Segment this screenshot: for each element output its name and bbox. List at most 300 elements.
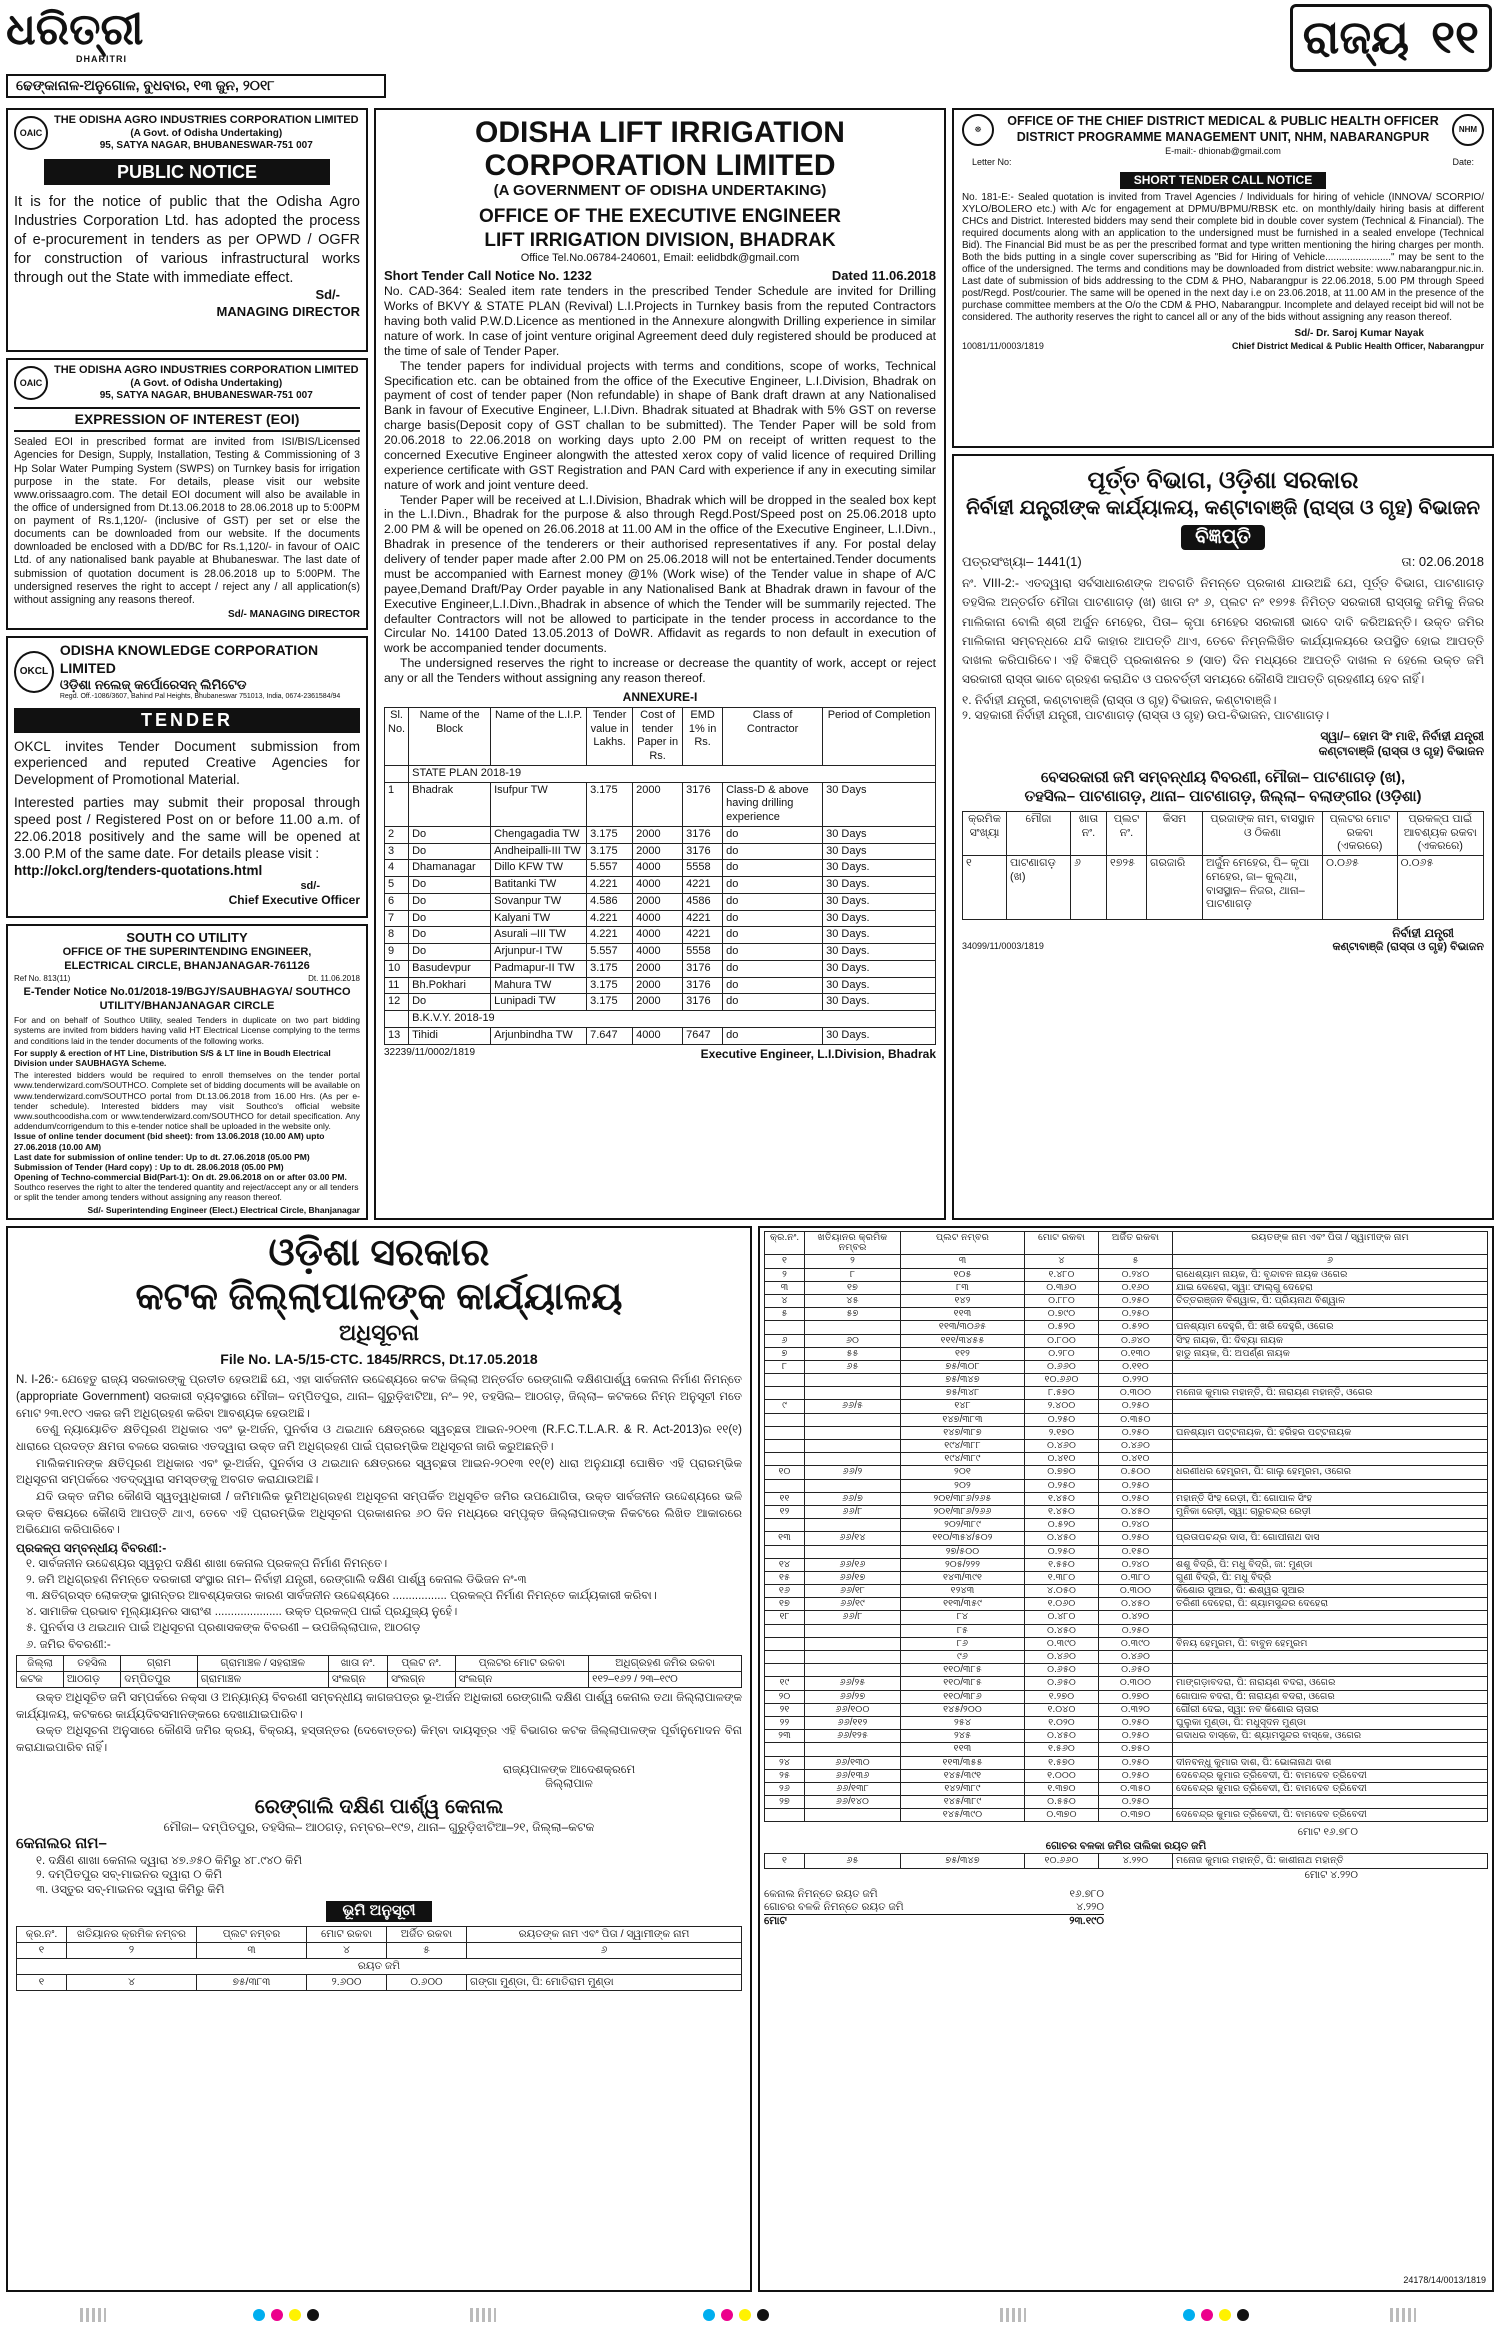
- cell: ୧୧୦/୩୮୫: [901, 1664, 1025, 1677]
- cell: ୨: [765, 1268, 805, 1281]
- table-row: [765, 1571, 1488, 1584]
- cell: ୦.୨୫୦: [1099, 1730, 1173, 1743]
- cell: ମନୋଜ କୁମାର ମହାନ୍ତି, ପି: ନାରାୟଣ ମହାନ୍ତି, ଓଗେର: [1173, 1387, 1488, 1400]
- cell: [805, 1413, 901, 1426]
- cell: ୦.୨୫୦: [1099, 1716, 1173, 1729]
- southco-office: OFFICE OF THE SUPERINTENDING ENGINEER,: [62, 946, 312, 959]
- cell: Bh.Pokhari: [409, 977, 491, 994]
- col-sl: Sl. No.: [385, 707, 409, 765]
- cell: Arjunpur-I TW: [491, 944, 587, 961]
- table-row: [765, 1796, 1488, 1809]
- sum2-value: ୪.୨୨୦: [1076, 1901, 1104, 1914]
- table-section-row: [17, 1959, 742, 1975]
- cell: ୬୦: [805, 1334, 901, 1347]
- cuttack-land-table: [16, 1655, 742, 1688]
- cell: Asurali –III TW: [491, 927, 587, 944]
- cell: ୦.୭୫୦: [1099, 1743, 1173, 1756]
- cell: Batitanki TW: [491, 877, 587, 894]
- cell: 8: [385, 927, 409, 944]
- okcl-url[interactable]: http://okcl.org/tenders-quotations.html: [14, 862, 263, 878]
- cell: ଦମ୍ପିତପୁର: [121, 1671, 197, 1687]
- color-dots-2: [700, 2309, 772, 2325]
- cell: [765, 1545, 805, 1558]
- cell: 3: [385, 843, 409, 860]
- cell: [765, 1453, 805, 1466]
- cell: ୧: [765, 1255, 805, 1268]
- cell: ସଂଲଗ୍ନ: [388, 1671, 455, 1687]
- table-row: [765, 1624, 1488, 1637]
- cell: [765, 1651, 805, 1664]
- table-row: [385, 860, 936, 877]
- eoi-sub: (A Govt. of Odisha Undertaking): [130, 377, 283, 389]
- cell: [765, 1413, 805, 1426]
- cell: ଦେବେନ୍ଦ୍ର କୁମାର ତ୍ରିବେଦୀ, ପି: ବାମଦେବ ତ୍ରିବେଦୀ: [1173, 1809, 1488, 1822]
- cell: ୧.୪୫୦: [1025, 1505, 1099, 1518]
- olic-para2: The tender papers for individual projects with terms and conditions, scope of works, Technical Specification etc. can be obtained from the office of the Executive Engineer, L.I.Division, Bhadrak on payment of cost of tender paper (Non refundable) in shape of Bank draft drawn at any Nationalised Bank in favour of Executive Engineer, L.I.Divn. Bhadrak situated at Bhadrak with 5% GST on reverse charge basis(Deposit copy of GST challan to be submitted). The Tender Paper will be sold from 20.06.2018 to 22.06.2018 on working days upto 2.00 PM on receipt of written request to the concerned Executive Engineer alongwith the attested xerox copy of valid licence of required Drilling experience certificate with GST Registration and PAN Card with experience if any in executing similar nature of work and joint venture deed.: [384, 358, 936, 492]
- cell: do: [723, 1027, 823, 1044]
- cell: [765, 1743, 805, 1756]
- cdmo-email: E-mail:- dhionab@gmail.com: [1165, 146, 1281, 156]
- cell: [805, 1743, 901, 1756]
- cell: [805, 1545, 901, 1558]
- cell: Mahura TW: [491, 977, 587, 994]
- cell: 4221: [683, 910, 723, 927]
- cell: 30 Days.: [823, 860, 936, 877]
- cell: ସିଂହ ନାୟକ, ପି: ଦିବ୍ୟା ନାୟକ: [1173, 1334, 1488, 1347]
- cell: ୦.୩୯୦: [1099, 1637, 1173, 1650]
- cuttack-canal-3: ୩. ଓସ୍ତୁର ସବ୍-ମାଇନର ଦ୍ୱାରା କିମିରୁ କିମି: [36, 1883, 225, 1896]
- cell: ୩: [197, 1943, 307, 1959]
- cuttack-body4: ଯଦି ଉକ୍ତ ଜମିର କୌଣସି ସ୍ୱତ୍ୱାଧିକାରୀ / ଜମିମାଲିକ ଭୂମିଅଧିଗ୍ରହଣ ଅଧିସୂଚନା ସମ୍ପର୍କିତ ଅଧିସୂଚିତ ଜମିର ଉପଯୋଗିତା, ଉକ୍ତ ସାର୍ବଜନୀନ ଉଦ୍ଦେଶ୍ୟରେ ଭଳି ଉକ୍ତ ବିଷୟରେ କୌଣସି ଆପତ୍ତି ଥାଏ, ତେବେ ଏହି ପ୍ରାରମ୍ଭିକ ଅଧିସୂଚନା ପ୍ରକାଶନର ୬୦ ଦିନ ମଧ୍ୟରେ ସମ୍ପୃକ୍ତ ଜିଲ୍ଲାପାଳଙ୍କ ନିକଟରେ ଲିଖିତ ଆକାରରେ ଅଭିଯୋଗ କରିପାରିବେ।: [16, 1491, 742, 1537]
- cell: ୨୧: [765, 1703, 805, 1716]
- cell: ୧୧୦/୩୮୬: [901, 1690, 1025, 1703]
- cdmo-tender: [952, 108, 1494, 448]
- olic-title2: CORPORATION LIMITED: [484, 149, 836, 182]
- cell: ସଂଲଗ୍ନ: [455, 1671, 589, 1687]
- table-row: [765, 1532, 1488, 1545]
- works-title1: ପୂର୍ତ୍ତ ବିଭାଗ, ଓଡ଼ିଶା ସରକାର: [1087, 467, 1359, 494]
- cell: ୧୧୧/୩୪୫୫: [901, 1334, 1025, 1347]
- cell: ୦.୪୫୦: [1025, 1730, 1099, 1743]
- cell: ଘୁଲୁକା ମୁଣ୍ଡା, ପି: ମଧୁସୂଦନ ମୁଣ୍ଡା: [1173, 1716, 1488, 1729]
- works-sign3: ନିର୍ବାହୀ ଯନ୍ତ୍ରୀ: [1392, 926, 1454, 941]
- cell: ୧୬: [765, 1585, 805, 1598]
- table-section-row: [385, 765, 936, 782]
- cell: ୪.୦୫୦: [1025, 1585, 1099, 1598]
- olic-notice-no: Short Tender Call Notice No. 1232: [384, 268, 592, 283]
- cell: ୧୧୩/୩୫୫: [901, 1756, 1025, 1769]
- cell: [805, 1453, 901, 1466]
- cell: ୬୬/୨୭: [805, 1690, 901, 1703]
- cell: ଘନଶ୍ୟାମ ଦେହୁରି, ପି: ଖରି ଦେହୁରି, ଓଗେର: [1173, 1321, 1488, 1334]
- cell: [765, 1664, 805, 1677]
- cell: 3176: [683, 977, 723, 994]
- cell: ୦.୪୫୦: [1099, 1598, 1173, 1611]
- table-row: [17, 1975, 742, 1991]
- cell: ୬୬/୧୩୮: [805, 1782, 901, 1795]
- cell: 12: [385, 994, 409, 1011]
- southco-tender: [6, 924, 368, 1220]
- cell: ୦.୨୫୦: [1099, 1294, 1173, 1307]
- cuttack-body5: ଉକ୍ତ ଅଧିସୂଚିତ ଜମି ସମ୍ପର୍କରେ ନକ୍ସା ଓ ଅନ୍ୟାନ୍ୟ ବିବରଣୀ ସମ୍ବନ୍ଧୀୟ କାଗଜପତ୍ର ଭୂ-ଅର୍ଜନ ଅଧିକାରୀ ରେଙ୍ଗାଲି ଦକ୍ଷିଣ ପାର୍ଶ୍ୱ କେନାଲ ତଥା ଜିଲ୍ଲାପାଳଙ୍କ କାର୍ଯ୍ୟାଳୟ, କଟକରେ କାର୍ଯ୍ୟଦିବସମାନଙ୍କରେ ଦେଖାଯାଇପାରିବ।: [16, 1691, 742, 1721]
- cell: ୧୧୦/୩୫୪/୫୦୨: [901, 1532, 1025, 1545]
- cell: ୫: [1099, 1255, 1173, 1268]
- public-notice-signer: MANAGING DIRECTOR: [216, 303, 360, 319]
- cell: 4000: [633, 1027, 683, 1044]
- cell: 4000: [633, 927, 683, 944]
- col-owner: ପ୍ରଜାଙ୍କ ନାମ, ବାସସ୍ଥାନ ଓ ଠିକଣା: [1203, 811, 1323, 855]
- cell: ୧: [765, 1853, 805, 1868]
- eoi-addr: 95, SATYA NAGAR, BHUBANESWAR-751 007: [99, 390, 313, 402]
- col-plot-area: ପ୍ଲଟର ମୋଟ ରକବା: [455, 1655, 589, 1671]
- cell: ୦.୬୪୦: [1099, 1334, 1173, 1347]
- cell: ୦.୩୦୦: [1099, 1677, 1173, 1690]
- cell: 5.557: [587, 944, 633, 961]
- olic-title1: ODISHA LIFT IRRIGATION: [475, 116, 845, 149]
- cell: Do: [409, 893, 491, 910]
- col-area-type: ଗ୍ରାମାଞ୍ଚଳ / ସହରାଞ୍ଚଳ: [197, 1655, 328, 1671]
- okcl-org: ODISHA KNOWLEDGE CORPORATION LIMITED: [59, 642, 319, 676]
- cell: ୮୫: [901, 1624, 1025, 1637]
- table-row: [765, 1281, 1488, 1294]
- cell: 4.221: [587, 927, 633, 944]
- cell: do: [723, 893, 823, 910]
- cell: Class-D & above having drilling experience: [723, 782, 823, 826]
- cell: ୬୬/୭: [805, 1492, 901, 1505]
- table-row: [765, 1360, 1488, 1373]
- table-row: [765, 1809, 1488, 1822]
- cell: ୦.୦୬୫: [1397, 856, 1483, 920]
- table-row: [765, 1347, 1488, 1360]
- cell: ୫: [765, 1308, 805, 1321]
- cell: 4586: [683, 893, 723, 910]
- table-row: [765, 1585, 1488, 1598]
- col-owner: ରୟତଙ୍କ ନାମ ଏବଂ ପିତା / ସ୍ୱାମୀଙ୍କ ନାମ: [1173, 1232, 1488, 1255]
- color-dots-3: [1180, 2309, 1252, 2325]
- cell: 30 Days.: [823, 893, 936, 910]
- cell: Chengagadia TW: [491, 826, 587, 843]
- cell: ୭୫/୩୪୭: [901, 1374, 1025, 1387]
- cell: Do: [409, 944, 491, 961]
- cell: Arjunbindha TW: [491, 1027, 587, 1044]
- cell: ୪: [67, 1975, 197, 1991]
- table-header-row: [17, 1655, 742, 1671]
- cell: 30 Days.: [823, 994, 936, 1011]
- cell: [805, 1387, 901, 1400]
- cuttack-body6: ଉକ୍ତ ଅଧିସୂଚନା ଅନୁସାରେ କୌଣସି ଜମିର କ୍ରୟ, ବିକ୍ରୟ, ହସ୍ତାନ୍ତର (ଦେବୋତ୍ତର) କିମ୍ବା ଦାୟସୂତ୍ର ଏହି ବିଭାଗର କଟକ ଜିଲ୍ଲାପାଳଙ୍କ ପୂର୍ବାନୁମୋଦନ ବିନା କରାଯାଇପାରିବ ନାହିଁ।: [16, 1725, 742, 1754]
- cell: ୧.୨୭୦: [1025, 1690, 1099, 1703]
- cell: ୧୧୩/୩୦୬୫: [901, 1321, 1025, 1334]
- cell: ୨.୬୦୦: [307, 1975, 387, 1991]
- cell: ୦.୫୦୦: [1099, 1466, 1173, 1479]
- cell: ୨୫: [765, 1769, 805, 1782]
- public-notice-body: It is for the notice of public that the Odisha Agro Industries Corporation Ltd. has adopted the process of e-procurement in tenders as per OPWD / OGFR for construction of various infrastructural works through out the State with immediate effect.: [14, 194, 360, 286]
- cell: ହାଡୁ ନାୟକ, ପି: ଅପର୍ଣ୍ଣ ନାୟକ: [1173, 1347, 1488, 1360]
- cdmo-signer2: Chief District Medical & Public Health Officer, Nabarangpur: [1231, 340, 1484, 351]
- schedule-code: 24178/14/0013/1819: [1403, 2274, 1486, 2285]
- cell: ୧୧୦/୩୮୫: [901, 1677, 1025, 1690]
- cell: do: [723, 877, 823, 894]
- cell: 2000: [633, 994, 683, 1011]
- cuttack-item-6: ୬. ଜମିର ବିବରଣୀ:-: [26, 1638, 111, 1651]
- cell: do: [723, 960, 823, 977]
- col-req-area: ପ୍ରକଳ୍ପ ପାଇଁ ଆବଶ୍ୟକ ରକବା (ଏକରରେ): [1397, 811, 1483, 855]
- cell: ୭୫/୩୮୩: [197, 1975, 307, 1991]
- cell: 7.647: [587, 1027, 633, 1044]
- col-khata: ଖାତା ନଂ.: [1071, 811, 1107, 855]
- cell: ମନୋଜ କୁମାର ମହାନ୍ତି, ପି: କାଶୀନାଥ ମହାନ୍ତି: [1173, 1853, 1488, 1868]
- cell: ୨: [67, 1943, 197, 1959]
- cell: ଦେବେନ୍ଦ୍ର କୁମାର ତ୍ରିବେଦୀ, ପି: ବାମଦେବ ତ୍ରିବେଦୀ: [1173, 1769, 1488, 1782]
- olic-para1: No. CAD-364: Sealed item rate tenders in the prescribed Tender Schedule are invited for Drilling Works of BKVY & STATE PLAN (Revival) L.I.Projects in Turnkey basis from the reputed Contractors having both valid P.W.D.Licence as mentioned in the Annexure alongwith Drilling experience in similar nature of work. In case of joint venture original Agreement deed duly registered should be produced at the time of sale of Tender Paper.: [384, 284, 936, 358]
- gochar-label: ଗୋଚର ବଳକା ଜମିର ତାଲିକା ରୟତ ଜମି: [1045, 1839, 1207, 1852]
- table-row: [765, 1505, 1488, 1518]
- cell: [765, 1637, 805, 1650]
- col-class: Class of Contractor: [723, 707, 823, 765]
- cell: ୬: [1071, 856, 1107, 920]
- cell: ୧.୫୭୦: [1025, 1756, 1099, 1769]
- public-notice-sign: Sd/-: [315, 287, 340, 303]
- cdmo-code: 10081/11/0003/1819: [962, 340, 1044, 351]
- cell: ୦.୨୫୦: [1099, 1624, 1173, 1637]
- cell: ୫୫: [805, 1347, 901, 1360]
- works-title2: ନିର୍ବାହୀ ଯନ୍ତ୍ରୀଙ୍କ କାର୍ଯ୍ୟାଳୟ, କଣ୍ଟାବାଞ୍ଜି (ରାସ୍ତା ଓ ଗୃହ) ବିଭାଜନ: [965, 497, 1481, 519]
- cell: ୬: [765, 1334, 805, 1347]
- schedule-continuation: [758, 1226, 1494, 2292]
- table-row: [765, 1294, 1488, 1307]
- cell: ୬୫: [805, 1360, 901, 1373]
- cell: do: [723, 944, 823, 961]
- cell: ଯାଇ ଦେହେରା, ସ୍ୱା: ଫାଲ୍ଗୁ ଦେହେରା: [1173, 1281, 1488, 1294]
- logo-odia: ଧରିତ୍ରୀ: [6, 4, 144, 55]
- cell: 7647: [683, 1027, 723, 1044]
- cell: 9: [385, 944, 409, 961]
- works-list1: ୧. ନିର୍ବାହୀ ଯନ୍ତ୍ରୀ, କଣ୍ଟାବାଞ୍ଜି (ରାସ୍ତା ଓ ଗୃହ) ବିଭାଜନ, କଣ୍ଟାବାଞ୍ଜି।: [962, 693, 1277, 708]
- cell: ୭୫/୩୪୭: [901, 1853, 1025, 1868]
- cell: ୨୦୫/୨୨୨: [901, 1558, 1025, 1571]
- table-row: [765, 1664, 1488, 1677]
- cell: [805, 1374, 901, 1387]
- table-row: [765, 1374, 1488, 1387]
- southco-date: Dt. 11.06.2018: [308, 973, 360, 983]
- table-row: [963, 856, 1484, 920]
- cell: do: [723, 860, 823, 877]
- southco-issue: Issue of online tender document (bid sheet): from 13.06.2018 (10.00 AM) upto 27.06.2018 (10.00 AM): [14, 1131, 325, 1152]
- cell: [1173, 1624, 1488, 1637]
- sum2-label: ଗୋଚର ବଳକି ନିମନ୍ତେ ରୟତ ଜମି: [764, 1901, 904, 1914]
- sum1-label: କେନାଲ ନିମନ୍ତେ ରୟତ ଜମି: [764, 1887, 878, 1900]
- col-sl: କ୍ର.ନଂ.: [17, 1926, 67, 1942]
- col-value: Tender value in Lakhs.: [587, 707, 633, 765]
- cell: 2: [385, 826, 409, 843]
- cell: [1173, 1413, 1488, 1426]
- cell: [805, 1519, 901, 1532]
- cell: [805, 1637, 901, 1650]
- works-date: ତା: 02.06.2018: [1401, 554, 1484, 569]
- cell: ୦.୨୪୦: [1099, 1268, 1173, 1281]
- cell: ୦.୨୫୦: [1099, 1769, 1173, 1782]
- cell: Do: [409, 910, 491, 927]
- cell: ୨୭: [765, 1796, 805, 1809]
- cell: ମାଙ୍ଗଡ଼ାବଦରା, ପି: ନାରାୟଣ ବଦରା, ଓଗେର: [1173, 1677, 1488, 1690]
- cell: ୬: [1173, 1255, 1488, 1268]
- cell: [1173, 1440, 1488, 1453]
- cell: ୦.୩୦୦: [1099, 1387, 1173, 1400]
- cell: ଦେବେନ୍ଦ୍ର କୁମାର ତ୍ରିବେଦୀ, ପି: ବାମଦେବ ତ୍ରିବେଦୀ: [1173, 1782, 1488, 1795]
- cuttack-title1: ଓଡ଼ିଶା ସରକାର: [268, 1232, 490, 1274]
- cell: Do: [409, 826, 491, 843]
- col-cost: Cost of tender Paper in Rs.: [633, 707, 683, 765]
- cell: ୧୧୩: [901, 1743, 1025, 1756]
- cell: ୦.୭୭୦: [1025, 1466, 1099, 1479]
- table-row: [765, 1400, 1488, 1413]
- cell: ୬୬/୧୩୦: [805, 1756, 901, 1769]
- cell: ଗରଜାରି: [1147, 856, 1203, 920]
- okcl-org-odia: ଓଡ଼ିଶା ନଲେଜ୍ କର୍ପୋରେସନ୍ ଲିମିଟେଡ: [59, 677, 247, 692]
- cell: ଗ୍ରାମାଞ୍ଚଳ: [197, 1671, 328, 1687]
- cell: [805, 1809, 901, 1822]
- col-block: Name of the Block: [409, 707, 491, 765]
- cell: ୦.୨୫୦: [1025, 1413, 1099, 1426]
- cuttack-proj-head: ପ୍ରକଳ୍ପ ସମ୍ବନ୍ଧୀୟ ବିବରଣୀ:-: [16, 1541, 167, 1556]
- cell: ୦.୨୫୦: [1099, 1308, 1173, 1321]
- eoi-body: Sealed EOI in prescribed format are invited from ISI/BIS/Licensed Agencies for Design, Supply, Installation, Testing & Commissioning of 3 Hp Solar Water Pumping System (SWPS) on Turnkey basis for irrigation purpose in the state. For details, please visit our website www.orissaagro.com. The detail EOI document will also be available in the office of undersigned from Dt.13.06.2018 to 28.06.2018 up to 5:00PM on payment of Rs.1,120/- (inclusive of GST) per set or else the documents can be downloaded from our website. If the documents downloaded be enclosed with a DD/BC for Rs.1,120/- in favour of OAIC Ltd. of any nationalised bank payable at Bhubaneswar. The last date of submission of quotation document is 28.06.2018 up to 5:00PM. The undersigned reserves the right to accept / reject any / all application(s) without assigning any reasons thereof.: [14, 436, 360, 606]
- cell: ୧୪୨: [901, 1294, 1025, 1307]
- cell: ୬୬/୨: [805, 1466, 901, 1479]
- cdmo-date: Date:: [1452, 157, 1474, 168]
- cell: Tihidi: [409, 1027, 491, 1044]
- cell: [765, 1440, 805, 1453]
- cell: 2000: [633, 826, 683, 843]
- grey-bar-3: [1000, 2308, 1026, 2322]
- table-row: [765, 1321, 1488, 1334]
- eoi-signer: Sd/- MANAGING DIRECTOR: [227, 608, 360, 620]
- cell: ୪: [1025, 1255, 1099, 1268]
- table-row: [385, 927, 936, 944]
- cell: 3.175: [587, 826, 633, 843]
- cell: ୦.୬୫୦: [1025, 1677, 1099, 1690]
- olic-govt: (A GOVERNMENT OF ODISHA UNDERTAKING): [493, 182, 827, 199]
- cell: Do: [409, 927, 491, 944]
- cuttack-item-5: ୫. ପୁନର୍ବାସ ଓ ଥଇଥାନ ପାଇଁ ଅଧିସୂଚନା ପ୍ରଶାସକଙ୍କ ବିବରଣୀ – ଉପଜିଲ୍ଲାପାଳ, ଆଠଗଡ଼: [26, 1622, 421, 1635]
- cell: 4.221: [587, 877, 633, 894]
- cell: ୯୬: [901, 1651, 1025, 1664]
- oaic-logo: OAIC: [14, 116, 48, 150]
- cell: 2000: [633, 843, 683, 860]
- olic-signer: Executive Engineer, L.I.Division, Bhadrak: [700, 1046, 936, 1061]
- table-row: [765, 1466, 1488, 1479]
- col-total: ମୋଟ ରକବା: [307, 1926, 387, 1942]
- cell: 30 Days: [823, 843, 936, 860]
- cell: 4.221: [587, 910, 633, 927]
- cell: ୬୬/୧୮: [805, 1585, 901, 1598]
- cell: ୬୬/୧୪୦: [805, 1796, 901, 1809]
- table-row: [385, 782, 936, 826]
- cell: ୮୩: [901, 1281, 1025, 1294]
- cell: ୦.୩୨୦: [1099, 1703, 1173, 1716]
- cell: 30 Days.: [823, 877, 936, 894]
- cuttack-notification: [6, 1226, 752, 2292]
- cell: 7: [385, 910, 409, 927]
- cell: ୦.୪୮୦: [1025, 1611, 1099, 1624]
- southco-signer: Sd/- Superintending Engineer (Elect.) Electrical Circle, Bhanjanagar: [87, 1204, 360, 1215]
- agro-eoi: [6, 358, 368, 630]
- cell: ୦.୬୫୦: [1099, 1664, 1173, 1677]
- col-total-area: ପ୍ଲଟର ମୋଟ ରକବା (ଏକରରେ): [1323, 811, 1398, 855]
- cell: ୬୬/୫: [805, 1400, 901, 1413]
- cdmo-body: No. 181-E:- Sealed quotation is invited from Travel Agencies / Individuals for hiring of vehicle (INNOVA/ SCORPIO/ XYLO/BOLERO etc.) with A/c for engagement at DPMU/BPMU/RBSK etc. on monthly/daily hiring basis at different CHCs and District. Interested bidders may send their complete bid in double cover system (Technical & Financial). The required documents along with an application to the undersigned must be furnished in a sealed envelope (Technical Bid). The Financial Bid must be as per the prescribed format and type written mentioning the hiring charges per month. Both the bids putting in a single cover superscribing as "Bid for Hiring of Vehicle........................" may be sent to the office of the undersigned. The terms and conditions may be downloaded from district website: www.nabarangpur.nic.in. Last date of submission of bids addressing to the CDM & PHO, Nabarangpur is 22.06.2018, 5.00 PM through Speed post/Regd. Post/courier. The same will be opened in the next day i.e on 23.06.2018, at 11.00 AM in the presence of the purchase committee members at the O/o the CDM & PHO, Nabarangpur. Incomplete and delayed receipt bid will not be considered. The authority reserves the right to cancel all or any of the bids without assigning any reason thereof.: [962, 191, 1484, 324]
- cell: ଗୌରୀ ଦେଇ, ସ୍ୱା: ନବ କିଶୋର ଚାତାର: [1173, 1703, 1488, 1716]
- cell: ୨୫୪: [901, 1716, 1025, 1729]
- cuttack-file: File No. LA-5/15-CTC. 1845/RRCS, Dt.17.05.2018: [220, 1350, 538, 1367]
- cell: ୧୯୪/୩୮୮: [901, 1440, 1025, 1453]
- cell: ୧୭: [765, 1598, 805, 1611]
- olic-para3: Tender Paper will be received at L.I.Division, Bhadrak which will be dropped in the sealed box kept in the L.I.Divn., Bhadrak for the purpose & also through Regd.Post/Speed post on 25.06.2018 upto 2.00 PM & will be opened on 26.06.2018 at 11.00 AM in the office of the Executive Engineer, L.I.Divn., Bhadrak in presence of the tenderers or their authorised representatives if any. For postal delay delivery of tender paper made after 2.00 PM on 25.06.2018 will not be entertained.Tender documents must be accompanied with Earnest money @1% (Work wise) of the Tender value in shape of A/C payee,Demand Draft/Pay Order payable in any Nationalised Bank at Bhadrak drawn in favour of the Executive Engineer,L.I.Divn.,Bhadrak in absence of which the Tender will be summarily rejected. The defaulter Contractors will not be allowed to participate in the tender process in accordance to the Circular No. 14100 Dated 13.05.2013 of DoWR. Affidavit as regards to non default in execution of work be accompanied tender documents.: [384, 492, 936, 656]
- olic-para4: The undersigned reserves the right to increase or decrease the quantity of work, accept or reject any or all the Tenders without assigning any reason thereof.: [384, 656, 936, 685]
- plan-label: STATE PLAN 2018-19: [409, 765, 936, 782]
- col-sl: କ୍ର.ନଂ.: [765, 1232, 805, 1255]
- cell: Lunipadi TW: [491, 994, 587, 1011]
- cuttack-title2: କଟକ ଜିଲ୍ଲାପାଳଙ୍କ କାର୍ଯ୍ୟାଳୟ: [135, 1275, 623, 1318]
- works-sub1: ବେସରକାରୀ ଜମି ସମ୍ବନ୍ଧୀୟ ବିବରଣୀ, ମୌଜା– ପାଟଣାଗଡ଼ (ଖ),: [1040, 769, 1406, 787]
- okcl-signer: Chief Executive Officer: [228, 893, 360, 908]
- cell: ୮.୫୭୦: [1025, 1387, 1099, 1400]
- cell: 30 Days: [823, 782, 936, 826]
- cell: 4000: [633, 860, 683, 877]
- cdmo-signer1: Sd/- Dr. Saroj Kumar Nayak: [1294, 328, 1424, 340]
- cell: ୬୬/୧୦୦: [805, 1703, 901, 1716]
- cell: ୬୬/୧୧୨: [805, 1716, 901, 1729]
- gochar-total: ମୋଟ ୪.୨୨୦: [1304, 1868, 1358, 1881]
- cell: ମୁନିକା ରେଡ଼ୀ, ସ୍ୱା: ଚାରୁଚନ୍ଦ୍ର ରେଡ଼ୀ: [1173, 1505, 1488, 1518]
- cell: ୨୭/୫୦୦: [901, 1545, 1025, 1558]
- table-row: [385, 893, 936, 910]
- cell: [765, 1374, 805, 1387]
- cell: Do: [409, 994, 491, 1011]
- cell: ୨୦୧/୩୮୬/୨୬୬: [901, 1505, 1025, 1518]
- col-mouza: ମୌଜା: [1007, 811, 1071, 855]
- cell: 4000: [633, 910, 683, 927]
- cuttack-order2: ଜିଲ୍ଲାପାଳ: [545, 1777, 593, 1790]
- col-emd: EMD 1% in Rs.: [683, 707, 723, 765]
- cell: ୧.୦୬୦: [1025, 1598, 1099, 1611]
- okcl-tender: [6, 636, 368, 918]
- cell: [1173, 1519, 1488, 1532]
- cell: ୨୦୨/୩୮୯: [901, 1519, 1025, 1532]
- cell: 3.175: [587, 782, 633, 826]
- table-row: [385, 843, 936, 860]
- cell: ୧୭: [805, 1281, 901, 1294]
- cell: ୨୩: [765, 1730, 805, 1743]
- cell: 30 Days.: [823, 927, 936, 944]
- cell: ୦.୨୫୦: [1099, 1479, 1173, 1492]
- cell: [1173, 1453, 1488, 1466]
- table-row: [385, 1027, 936, 1044]
- olic-contact: Office Tel.No.06784-240601, Email: eelidbdk@gmail.com: [520, 252, 800, 265]
- table-header-row: [17, 1926, 742, 1942]
- cell: ୨୦୧: [901, 1466, 1025, 1479]
- cell: ୬୬/୮: [805, 1505, 901, 1518]
- table-row: [765, 1308, 1488, 1321]
- cell: 4221: [683, 877, 723, 894]
- cdmo-letter: Letter No:: [972, 157, 1012, 168]
- page-label: [1290, 4, 1492, 72]
- cell: ୦.୫୨୦: [1025, 1519, 1099, 1532]
- olic-office1: OFFICE OF THE EXECUTIVE ENGINEER: [478, 205, 842, 227]
- cell: 4000: [633, 877, 683, 894]
- cell: ୯: [765, 1400, 805, 1413]
- col-serial: କ୍ରମିକ ସଂଖ୍ୟା: [963, 811, 1007, 855]
